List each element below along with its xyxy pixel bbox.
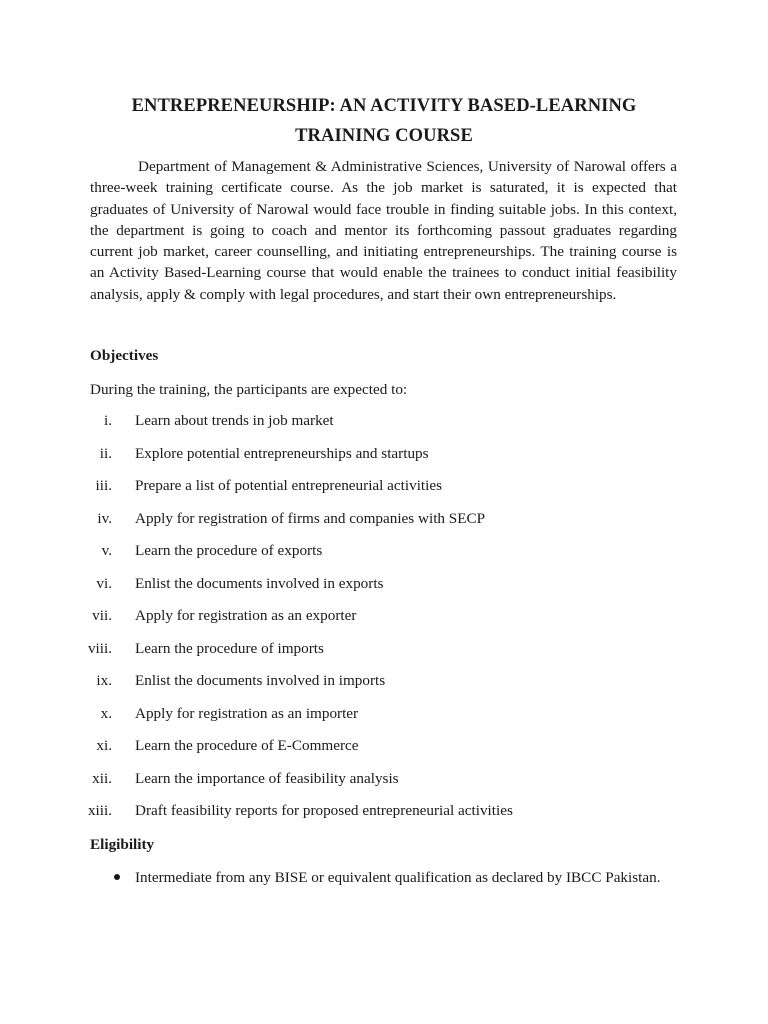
list-number: xiii.	[87, 802, 112, 819]
objectives-lead: During the training, the participants are expected to:	[90, 381, 408, 398]
objectives-heading: Objectives	[90, 347, 159, 364]
list-item	[0, 476, 768, 509]
list-item	[0, 736, 768, 769]
list-text: Learn the procedure of E-Commerce	[135, 737, 359, 754]
list-item	[0, 411, 768, 444]
list-number: i.	[103, 412, 112, 429]
list-text: Learn the procedure of imports	[135, 639, 324, 657]
list-item	[0, 704, 768, 737]
list-text: Enlist the documents involved in imports	[135, 672, 386, 689]
list-item	[0, 671, 768, 704]
list-item	[0, 444, 768, 477]
list-text: Apply for registration of firms and companies with SECP	[135, 509, 486, 527]
list-number: ii.	[99, 444, 112, 462]
list-number: vi.	[96, 574, 112, 592]
objectives-list	[0, 411, 768, 834]
list-item	[0, 606, 768, 639]
list-text: Apply for registration as an exporter	[135, 607, 357, 624]
list-text: Apply for registration as an importer	[135, 704, 359, 722]
list-number: vii.	[92, 607, 112, 624]
bullet-icon	[114, 874, 120, 880]
title-line-2: TRAINING COURSE	[295, 126, 473, 146]
list-text: Explore potential entrepreneurships and startups	[135, 444, 429, 462]
list-number: ix.	[96, 672, 112, 689]
list-number: viii.	[87, 639, 112, 657]
list-item	[0, 769, 768, 802]
eligibility-heading: Eligibility	[90, 836, 155, 853]
list-number: xi.	[96, 737, 112, 754]
list-text: Intermediate from any BISE or equivalent qualification as declared by IBCC Pakistan.	[135, 869, 661, 886]
list-item	[0, 574, 768, 607]
list-item	[0, 541, 768, 574]
list-text: Draft feasibility reports for proposed entrepreneurial activities	[135, 802, 513, 819]
list-item	[0, 509, 768, 542]
list-number: iii.	[95, 477, 112, 494]
list-item	[0, 639, 768, 672]
list-number: v.	[101, 542, 112, 559]
list-item	[90, 867, 677, 889]
list-text: Learn the importance of feasibility analysis	[135, 769, 399, 787]
list-text: Enlist the documents involved in exports	[135, 574, 384, 592]
list-item	[0, 801, 768, 834]
eligibility-list	[90, 867, 677, 889]
list-text: Prepare a list of potential entrepreneurial activities	[135, 477, 442, 494]
list-text: Learn the procedure of exports	[135, 542, 323, 559]
document-title	[90, 91, 678, 151]
list-number: x.	[100, 704, 112, 722]
title-line-1: ENTREPRENEURSHIP: AN ACTIVITY BASED-LEARNING	[131, 96, 637, 116]
list-number: iv.	[97, 509, 112, 527]
intro-paragraph: Department of Management & Administrative Sciences, University of Narowal offers a three-week training certificate course. As the job market is saturated, it is expected that graduates of University of Narowal would face trouble in finding suitable jobs. In this context, the department is going to coach and mentor its forthcoming passout graduates regarding current job market, career counselling, and initiating entrepreneurships. The training course is an Activity Based-Learning course that would enable the trainees to conduct initial feasibility analysis, apply & comply with legal procedures, and start their own entrepreneurships.	[90, 158, 677, 303]
list-number: xii.	[92, 769, 112, 787]
list-text: Learn about trends in job market	[135, 412, 334, 429]
